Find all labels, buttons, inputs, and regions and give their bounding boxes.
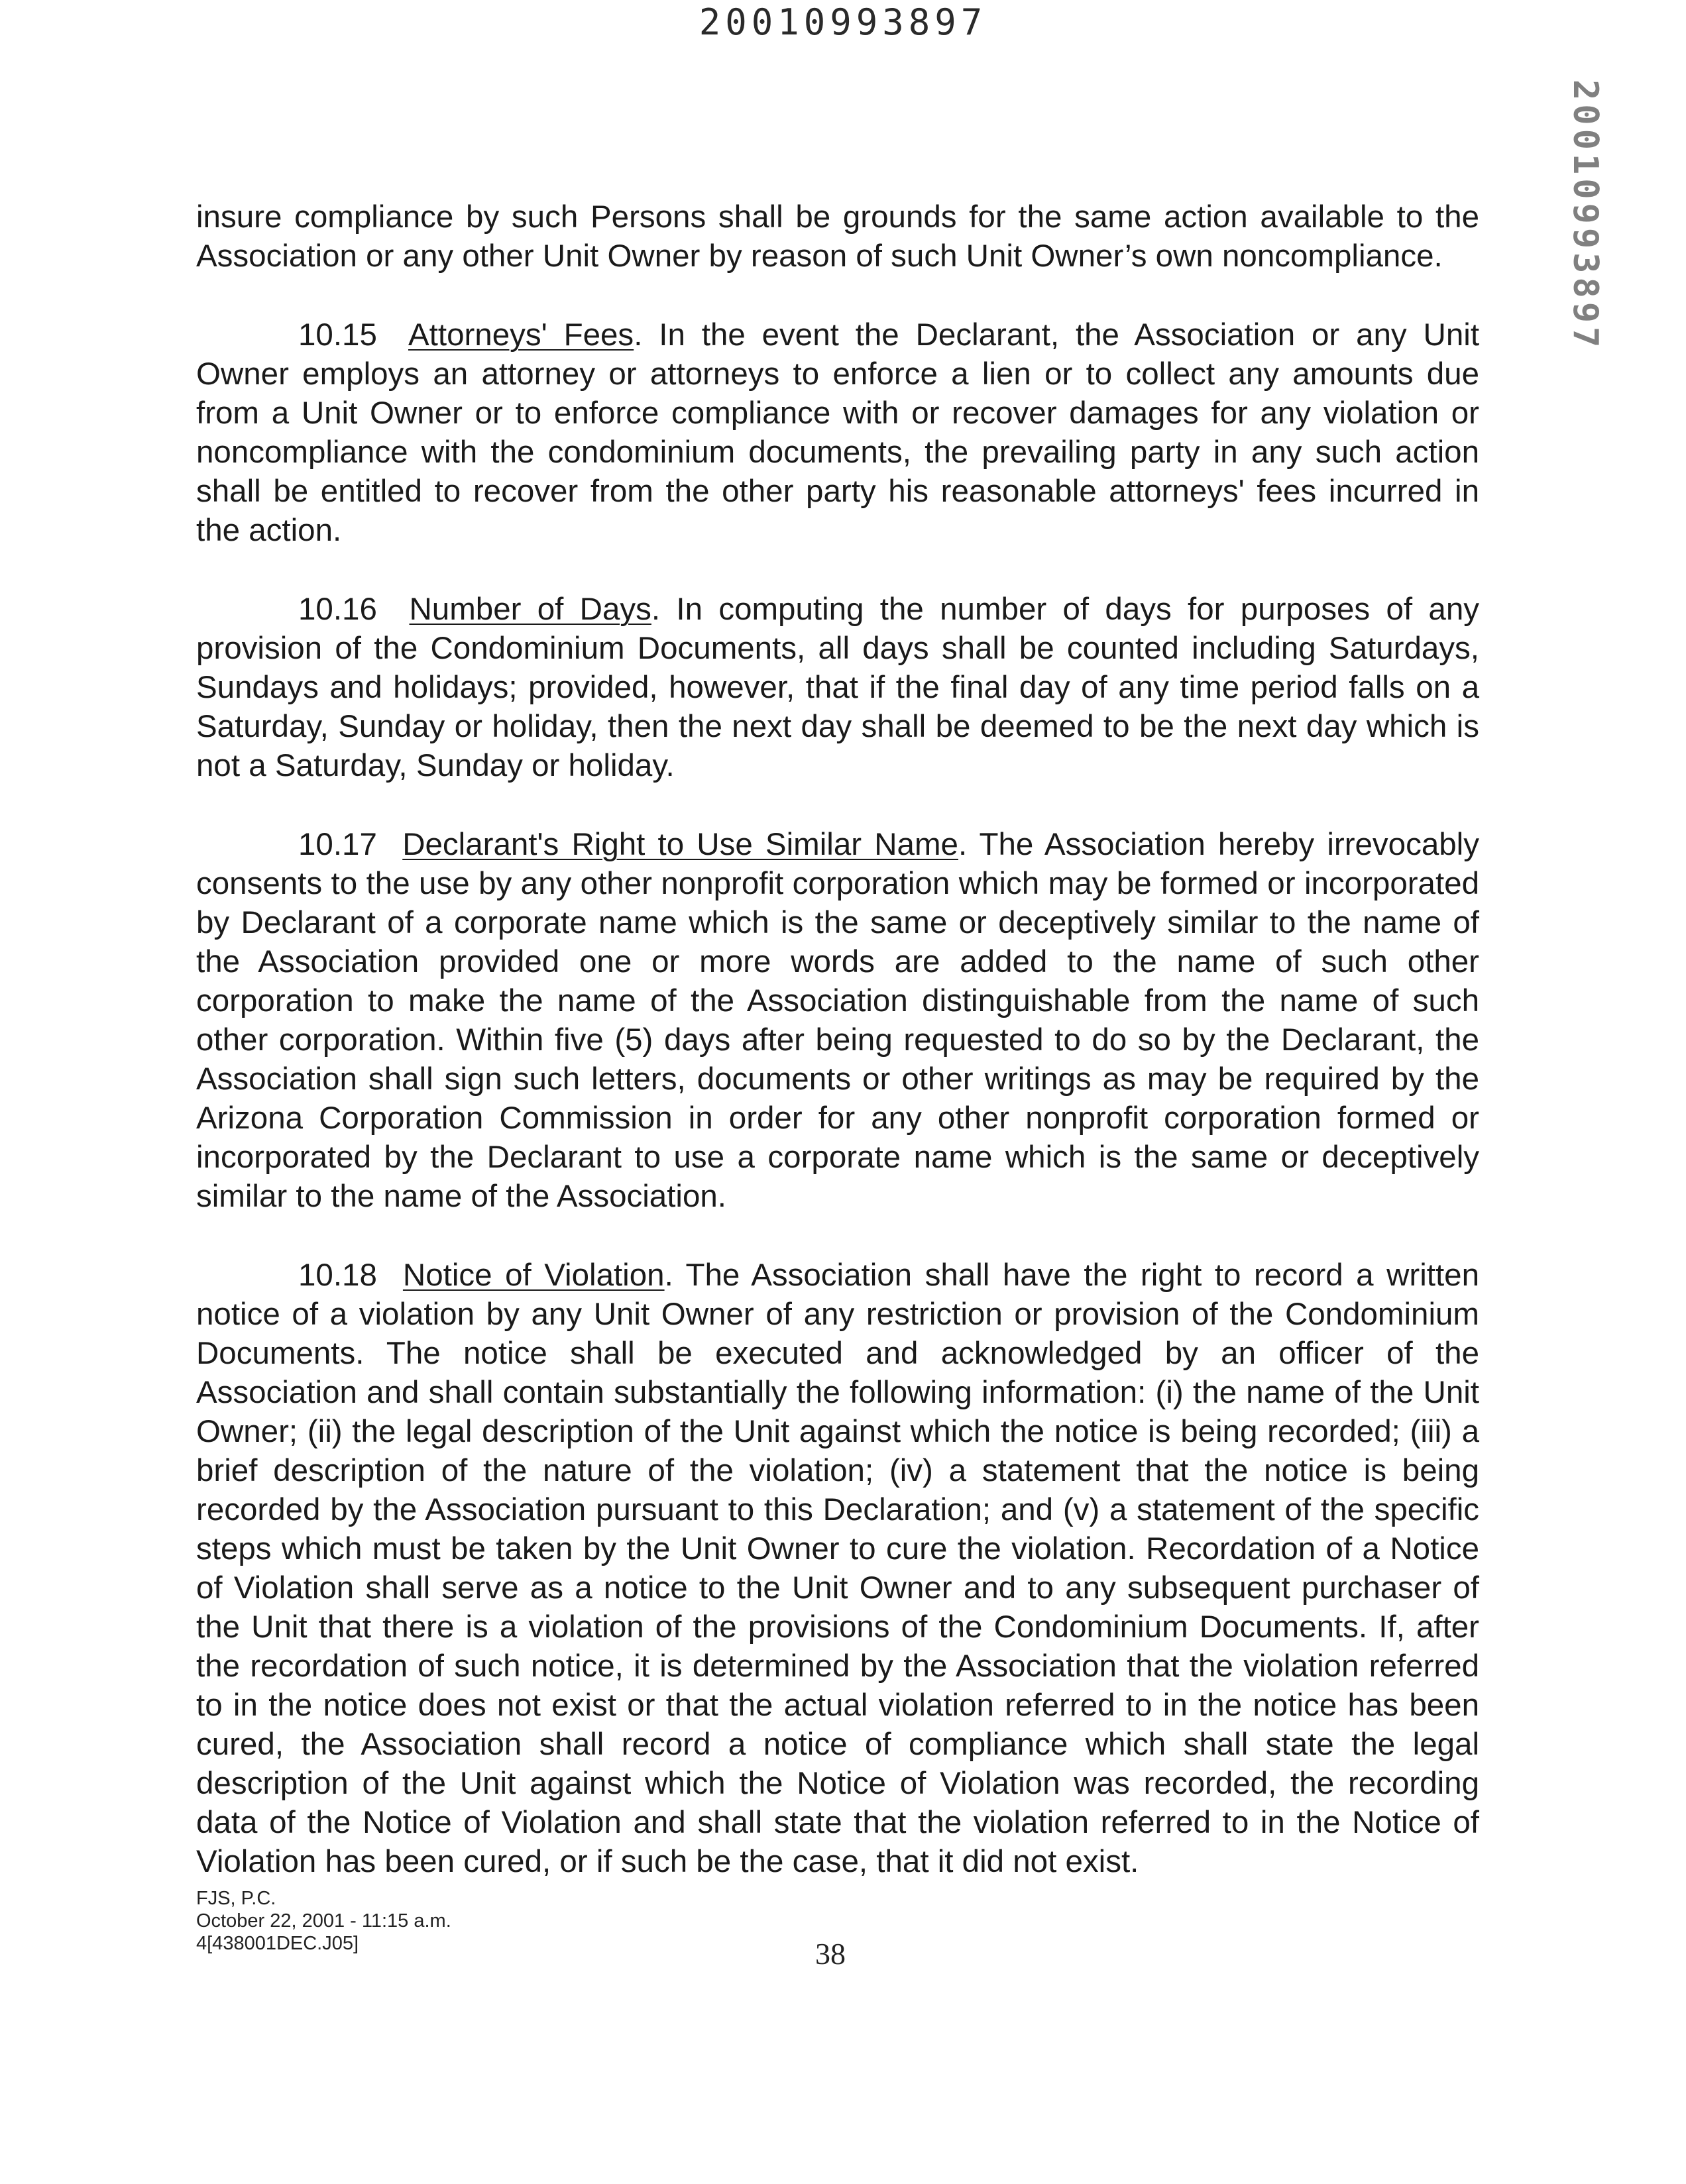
section-number: 10.15 — [298, 317, 377, 353]
recording-number: 20010993897 — [699, 1, 987, 43]
section-title: Number of Days — [409, 592, 651, 627]
paragraph-text: insure compliance by such Persons shall be grounds for the same action available to the Association or any other Unit Owner by reason of such Unit Owner’s own noncompliance. — [196, 199, 1479, 274]
section-text: In computing the number of days for purposes of any provision of the Condominium Documents, all days shall be counted including Saturdays, Sundays and holidays; provided, however, that if the final day of any time period falls on a Saturday, Sunday or holiday, then the next day shall be deemed to be the next day which is not a Saturday, Sunday or holiday. — [196, 592, 1479, 783]
paragraph-continuation — [196, 197, 1479, 276]
document-body — [196, 197, 1479, 1881]
footer-meta — [196, 1887, 451, 1955]
section-10-15: 10.15 Attorneys' Fees. In the event the Declarant, the Association or any Unit Owner employs an attorney or attorneys to enforce a lien or to collect any amounts due from a Unit Owner or to enforce compliance with or recover damages for any violation or noncompliance with the condominium documents, the prevailing party in any such action shall be entitled to recover from the other party his reasonable attorneys' fees incurred in the action. — [196, 317, 1480, 548]
margin-stamp-text: 20010993897 — [1565, 80, 1605, 352]
footer-file-code: 4[438001DEC.J05] — [196, 1933, 359, 1954]
section-text: In the event the Declarant, the Association or any Unit Owner employs an attorney or attorneys to enforce a lien or to collect any amounts due from a Unit Owner or to enforce compliance with or recover damages for any violation or noncompliance with the condominium documents, the prevailing party in any such action shall be entitled to recover from the other party his reasonable attorneys' fees incurred in the action. — [196, 317, 1480, 548]
section-text: The Association hereby irrevocably consents to the use by any other nonprofit corporation which may be formed or incorporated by Declarant of a corporate name which is the same or deceptively similar to the name of the Association provided one or more words are added to the name of such other corporation to make the name of the Association distinguishable from the name of such other corporation. Within five (5) days after being requested to do so by the Declarant, the Association shall sign such letters, documents or other writings as may be required by the Arizona Corporation Commission in order for any other nonprofit corporation formed or incorporated by the Declarant to use a corporate name which is the same or deceptively similar to the name of the Association. — [196, 827, 1479, 1214]
section-10-18: 10.18 Notice of Violation. The Association shall have the right to record a written notice of a violation by any Unit Owner of any restriction or provision of the Condominium Documents. The notice shall be executed and acknowledged by an officer of the Association and shall contain substantially the following information: (i) the name of the Unit Owner; (ii) the legal description of the Unit against which the notice is being recorded; (iii) a brief description of the nature of the violation; (iv) a statement that the notice is being recorded by the Association pursuant to this Declaration; and (v) a statement of the specific steps which must be taken by the Unit Owner to cure the violation. Recordation of a Notice of Violation shall serve as a notice to the Unit Owner and to any subsequent purchaser of the Unit that there is a violation of the provisions of the Condominium Documents. If, after the recordation of such notice, it is determined by the Association that the violation referred to in the notice does not exist or that the actual violation referred to in the notice has been cured, the Association shall record a notice of compliance which shall state the legal description of the Unit against which the Notice of Violation was recorded, the recording data of the Notice of Violation and shall state that the violation referred to in the Notice of Violation has been cured, or if such be the case, that it did not exist. — [196, 1258, 1479, 1879]
section-text: The Association shall have the right to record a written notice of a violation by any Unit Owner of any restriction or provision of the Condominium Documents. The notice shall be executed and acknowledged by an officer of the Association and shall contain substantially the following information: (i) the name of the Unit Owner; (ii) the legal description of the Unit against which the notice is being recorded; (iii) a brief description of the nature of the violation; (iv) a statement that the notice is being recorded by the Association pursuant to this Declaration; and (v) a statement of the specific steps which must be taken by the Unit Owner to cure the violation. Recordation of a Notice of Violation shall serve as a notice to the Unit Owner and to any subsequent purchaser of the Unit that there is a violation of the provisions of the Condominium Documents. If, after the recordation of such notice, it is determined by the Association that the violation referred to in the notice does not exist or that the actual violation referred to in the notice has been cured, the Association shall record a notice of compliance which shall state the legal description of the Unit against which the Notice of Violation was recorded, the recording data of the Notice of Violation and shall state that the violation referred to in the Notice of Violation has been cured, or if such be the case, that it did not exist. — [196, 1258, 1479, 1879]
section-10-17: 10.17 Declarant's Right to Use Similar Name. The Association hereby irrevocably consents to the use by any other nonprofit corporation which may be formed or incorporated by Declarant of a corporate name which is the same or deceptively similar to the name of the Association provided one or more words are added to the name of such other corporation to make the name of the Association distinguishable from the name of such other corporation. Within five (5) days after being requested to do so by the Declarant, the Association shall sign such letters, documents or other writings as may be required by the Arizona Corporation Commission in order for any other nonprofit corporation formed or incorporated by the Declarant to use a corporate name which is the same or deceptively similar to the name of the Association. — [196, 827, 1479, 1214]
section-title: Notice of Violation — [402, 1258, 665, 1293]
section-number: 10.16 — [298, 592, 377, 627]
footer-date: October 22, 2001 - 11:15 a.m. — [196, 1910, 451, 1932]
section-number: 10.17 — [298, 827, 377, 862]
section-title: Attorneys' Fees — [408, 317, 634, 353]
page-number: 38 — [815, 1937, 846, 1971]
section-10-16: 10.16 Number of Days. In computing the number of days for purposes of any provision of the Condominium Documents, all days shall be counted including Saturdays, Sundays and holidays; provided, however, that if the final day of any time period falls on a Saturday, Sunday or holiday, then the next day shall be deemed to be the next day which is not a Saturday, Sunday or holiday. — [196, 592, 1479, 783]
section-title: Declarant's Right to Use Similar Name — [402, 827, 958, 862]
footer-firm: FJS, P.C. — [196, 1888, 276, 1909]
section-number: 10.18 — [298, 1258, 377, 1293]
